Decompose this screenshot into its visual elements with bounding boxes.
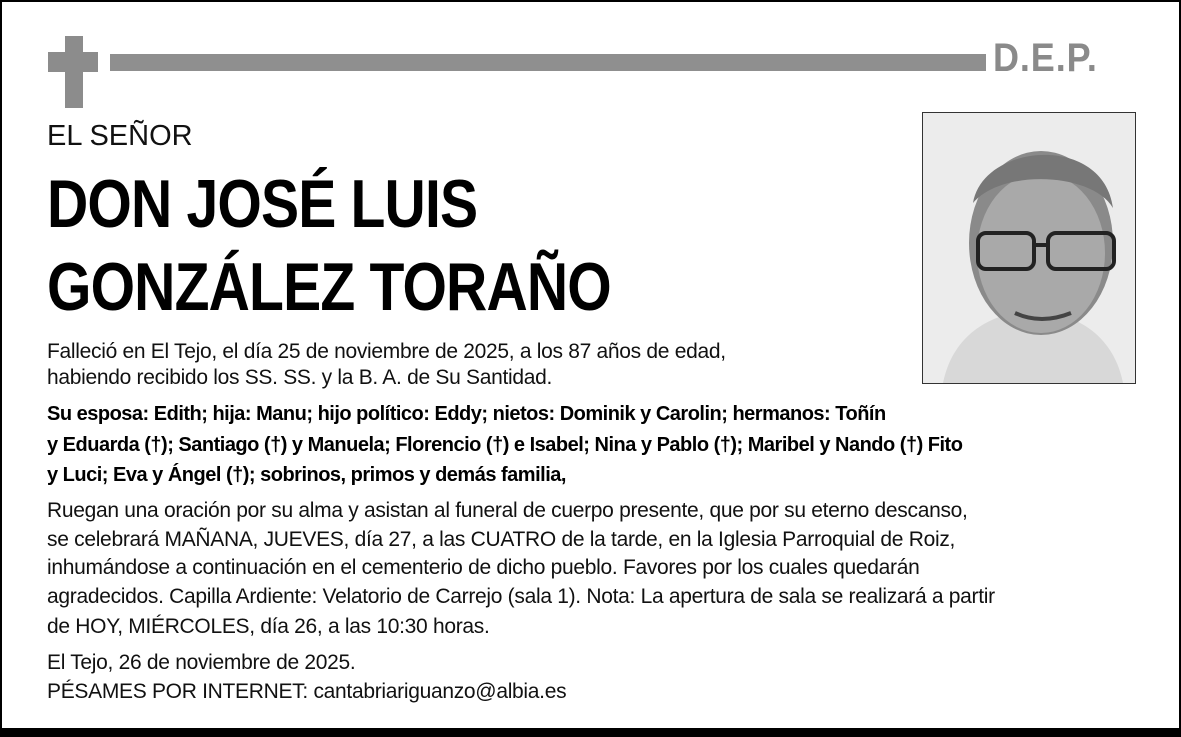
funeral-line-5: de HOY, MIÉRCOLES, día 26, a las 10:30 horas. [47,615,490,638]
header-rule [110,54,986,71]
cross-icon-arm [48,52,98,72]
funeral-line-3: inhumándose a continuación en el cementerio de dicho pueblo. Favores por los cuales quedarán [47,556,920,579]
place-date: El Tejo, 26 de noviembre de 2025. [47,651,356,674]
funeral-line-1: Ruegan una oración por su alma y asistan al funeral de cuerpo presente, que por su eterno descanso, [47,499,968,522]
dep-label: D.E.P. [993,36,1098,80]
condolences-email: PÉSAMES POR INTERNET: cantabriariguanzo@albia.es [47,680,567,703]
family-line-3: y Luci; Eva y Ángel (†); sobrinos, primos y demás familia, [47,464,566,486]
cross-icon [65,36,83,108]
funeral-line-2: se celebrará MAÑANA, JUEVES, día 27, a las CUATRO de la tarde, en la Iglesia Parroquial de Roiz, [47,528,956,551]
death-line-1: Falleció en El Tejo, el día 25 de noviembre de 2025, a los 87 años de edad, [47,340,726,363]
death-line-2: habiendo recibido los SS. SS. y la B. A. de Su Santidad. [47,366,553,389]
deceased-name-line-1: DON JOSÉ LUIS [47,166,478,242]
portrait-photo [922,112,1136,384]
deceased-name-line-2: GONZÁLEZ TORAÑO [47,249,611,325]
family-line-1: Su esposa: Edith; hija: Manu; hijo político: Eddy; nietos: Dominik y Carolin; hermanos: Toñín [47,403,886,425]
title: EL SEÑOR [47,120,193,152]
funeral-line-4: agradecidos. Capilla Ardiente: Velatorio de Carrejo (sala 1). Nota: La apertura de sala se realizará a partir [47,585,995,608]
family-line-2: y Eduarda (†); Santiago (†) y Manuela; Florencio (†) e Isabel; Nina y Pablo (†); Maribel y Nando (†) Fito [47,434,963,456]
bottom-border [0,728,1181,737]
